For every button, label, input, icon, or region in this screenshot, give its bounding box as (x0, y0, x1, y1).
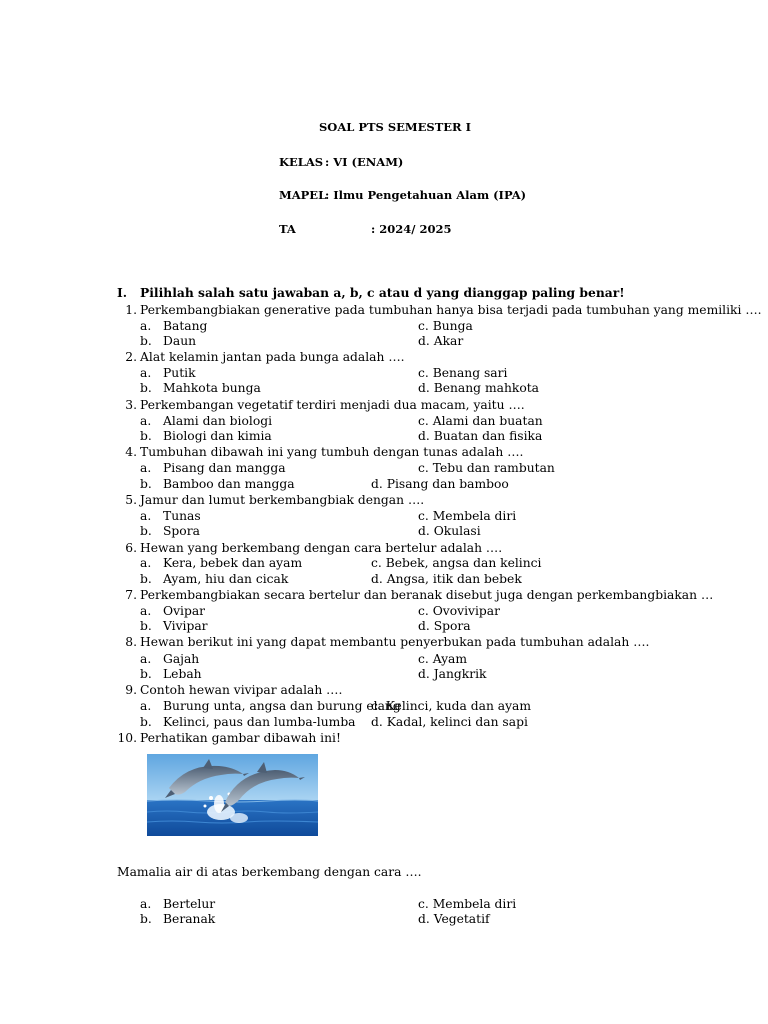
option-letter-b: b. (140, 715, 152, 729)
option-d: d. Benang mahkota (418, 381, 539, 395)
option-b: Daun (163, 334, 197, 348)
option-d: d. Buatan dan fisika (418, 429, 543, 443)
option-letter-a: a. (140, 604, 152, 618)
question-10-prompt: Mamalia air di atas berkembang dengan cara …. (117, 865, 422, 879)
option-a: Alami dan biologi (163, 414, 273, 428)
option-c: c. Ovovivipar (418, 604, 500, 618)
option-b: Mahkota bunga (163, 381, 261, 395)
option-letter-b: b. (140, 429, 152, 443)
question-text: Tumbuhan dibawah ini yang tumbuh dengan tunas adalah …. (140, 445, 524, 459)
question-number: 8. (125, 635, 137, 649)
option-letter-b: b. (140, 667, 152, 681)
question-text: Perkembangbiakan generative pada tumbuhan hanya bisa terjadi pada tumbuhan yang memiliki …. (140, 303, 762, 317)
option-a: Putik (163, 366, 196, 380)
option-letter-b: b. (140, 912, 152, 926)
section-instruction: Pilihlah salah satu jawaban a, b, c atau d yang dianggap paling benar! (140, 285, 625, 300)
option-c: c. Kelinci, kuda dan ayam (371, 699, 532, 713)
dolphin-image (147, 754, 318, 836)
option-letter-a: a. (140, 461, 152, 475)
option-a: Tunas (163, 509, 201, 523)
question-number: 9. (125, 683, 137, 697)
question-number: 10. (117, 731, 137, 745)
option-letter-a: a. (140, 319, 152, 333)
question-number: 4. (125, 445, 137, 459)
option-d: d. Angsa, itik dan bebek (371, 572, 522, 586)
option-a: Burung unta, angsa dan burung elang (163, 699, 401, 713)
option-letter-a: a. (140, 652, 152, 666)
option-letter-a: a. (140, 509, 152, 523)
option-letter-b: b. (140, 381, 152, 395)
option-a: Kera, bebek dan ayam (163, 556, 303, 570)
question-text: Perkembangan vegetatif terdiri menjadi dua macam, yaitu …. (140, 398, 525, 412)
option-b: Spora (163, 524, 200, 538)
question-number: 2. (125, 350, 137, 364)
option-letter-b: b. (140, 619, 152, 633)
option-d: d. Vegetatif (418, 912, 490, 926)
option-c: c. Ayam (418, 652, 468, 666)
question-text: Perhatikan gambar dibawah ini! (140, 731, 341, 745)
option-d: d. Akar (418, 334, 464, 348)
option-d: d. Okulasi (418, 524, 481, 538)
option-d: d. Pisang dan bamboo (371, 477, 509, 491)
question-number: 5. (125, 493, 137, 507)
option-letter-b: b. (140, 334, 152, 348)
question-text: Alat kelamin jantan pada bunga adalah …. (140, 350, 405, 364)
option-letter-b: b. (140, 477, 152, 491)
question-text: Hewan berikut ini yang dapat membantu penyerbukan pada tumbuhan adalah …. (140, 635, 650, 649)
section-number: I. (117, 285, 128, 300)
option-c: c. Alami dan buatan (418, 414, 543, 428)
question-text: Hewan yang berkembang dengan cara bertelur adalah …. (140, 541, 503, 555)
option-letter-a: a. (140, 556, 152, 570)
kelas-value: : VI (ENAM) (325, 155, 404, 169)
option-a: Pisang dan mangga (163, 461, 286, 475)
option-c: c. Bebek, angsa dan kelinci (371, 556, 542, 570)
option-b: Vivipar (163, 619, 208, 633)
question-number: 1. (125, 303, 137, 317)
option-letter-a: a. (140, 366, 152, 380)
question-text: Jamur dan lumut berkembangbiak dengan …. (140, 493, 425, 507)
ta-value: : 2024/ 2025 (371, 222, 452, 236)
question-number: 3. (125, 398, 137, 412)
page-title: SOAL PTS SEMESTER I (319, 120, 471, 134)
option-d: d. Jangkrik (418, 667, 487, 681)
option-c: c. Bunga (418, 319, 473, 333)
option-b: Beranak (163, 912, 216, 926)
mapel-label: MAPEL (279, 188, 327, 202)
option-a: Batang (163, 319, 208, 333)
option-b: Biologi dan kimia (163, 429, 272, 443)
question-text: Contoh hewan vivipar adalah …. (140, 683, 343, 697)
option-c: c. Tebu dan rambutan (418, 461, 555, 475)
option-c: c. Benang sari (418, 366, 508, 380)
option-d: d. Kadal, kelinci dan sapi (371, 715, 528, 729)
question-number: 6. (125, 541, 137, 555)
kelas-label: KELAS (279, 155, 324, 169)
option-b: Ayam, hiu dan cicak (163, 572, 289, 586)
option-b: Kelinci, paus dan lumba-lumba (163, 715, 356, 729)
mapel-value: : Ilmu Pengetahuan Alam (IPA) (325, 188, 527, 202)
option-c: c. Membela diri (418, 509, 517, 523)
option-a: Bertelur (163, 897, 216, 911)
option-d: d. Spora (418, 619, 471, 633)
option-letter-b: b. (140, 524, 152, 538)
option-a: Gajah (163, 652, 200, 666)
option-b: Bamboo dan mangga (163, 477, 295, 491)
question-text: Perkembangbiakan secara bertelur dan beranak disebut juga dengan perkembangbiakan … (140, 588, 714, 602)
option-letter-a: a. (140, 699, 152, 713)
option-letter-a: a. (140, 897, 152, 911)
ta-label: TA (279, 222, 296, 236)
option-c: c. Membela diri (418, 897, 517, 911)
question-number: 7. (125, 588, 137, 602)
option-b: Lebah (163, 667, 202, 681)
option-a: Ovipar (163, 604, 206, 618)
option-letter-a: a. (140, 414, 152, 428)
option-letter-b: b. (140, 572, 152, 586)
